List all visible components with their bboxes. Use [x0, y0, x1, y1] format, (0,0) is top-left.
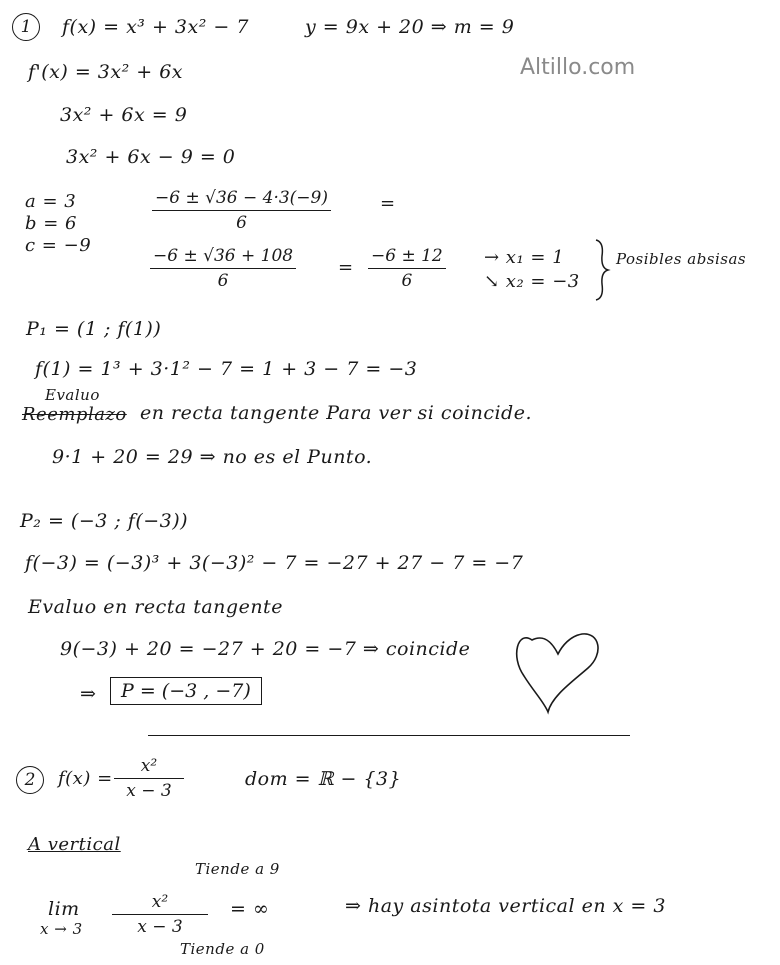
vertical-asymptote-heading: A vertical: [28, 834, 121, 855]
evaluo-tangent: Evaluo en recta tangente: [28, 596, 283, 618]
heart-doodle-icon: [512, 626, 612, 716]
root-x1: → x₁ = 1: [484, 247, 565, 268]
derivative: f'(x) = 3x² + 6x: [28, 61, 184, 83]
equals-sign: =: [380, 193, 396, 214]
frac1-numerator: −6 ± √36 − 4·3(−9): [152, 188, 331, 211]
limit-result: = ∞: [230, 898, 270, 920]
coef-b: b = 6: [25, 213, 77, 234]
frac3-numerator: −6 ± 12: [368, 246, 446, 269]
asymptote-conclusion: ⇒ hay asintota vertical en x = 3: [345, 895, 666, 917]
exercise-1-number: 1: [12, 13, 40, 41]
exercise-2-number: 2: [16, 766, 44, 794]
section-divider: [148, 735, 630, 736]
limit-subscript: x → 3: [40, 920, 83, 938]
function-2-denominator: x − 3: [126, 781, 172, 801]
check-point-2: 9(−3) + 20 = −27 + 20 = −7 ⇒ coincide: [60, 638, 471, 660]
crossed-out-word: Reemplazo: [22, 404, 127, 425]
root-x2: ↘ x₂ = −3: [484, 271, 580, 292]
equals-sign-2: =: [338, 257, 354, 278]
tangent-check-text: en recta tangente Para ver si coincide.: [140, 402, 532, 424]
limit-numerator: x²: [112, 892, 208, 915]
frac2-numerator: −6 ± √36 + 108: [150, 246, 296, 269]
limit-fraction: [112, 892, 208, 937]
result-box: P = (−3 , −7): [110, 677, 262, 705]
evaluo-correction: Evaluo: [45, 386, 100, 404]
limit-denominator: x − 3: [137, 917, 183, 937]
coef-c: c = −9: [25, 235, 92, 256]
tends-to-0-note: Tiende a 0: [180, 940, 265, 958]
quadratic-formula-1: [152, 188, 331, 233]
function-2-label: f(x) =: [58, 768, 113, 789]
tangent-line: y = 9x + 20 ⇒ m = 9: [305, 16, 515, 38]
point-1: P₁ = (1 ; f(1)): [26, 318, 162, 340]
equation-1: 3x² + 6x = 9: [60, 104, 188, 126]
brace-icon: [594, 238, 610, 302]
quadratic-formula-2: [150, 246, 296, 291]
tends-to-9-note: Tiende a 9: [195, 860, 280, 878]
f-of-1: f(1) = 1³ + 3·1² − 7 = 1 + 3 − 7 = −3: [35, 358, 418, 380]
watermark: Altillo.com: [520, 55, 636, 80]
function-definition: f(x) = x³ + 3x² − 7: [62, 16, 249, 38]
f-of-minus-3: f(−3) = (−3)³ + 3(−3)² − 7 = −27 + 27 − 7 = −7: [25, 552, 524, 574]
limit-label: lim: [48, 898, 80, 920]
function-2-fraction: [114, 756, 184, 801]
function-2-numerator: x²: [114, 756, 184, 779]
frac1-denominator: 6: [236, 213, 247, 233]
result-arrow: ⇒: [80, 683, 97, 705]
frac3-denominator: 6: [401, 271, 413, 291]
possible-abscissas-label: Posibles absisas: [616, 250, 747, 268]
frac2-denominator: 6: [217, 271, 229, 291]
coef-a: a = 3: [25, 191, 77, 212]
equation-2: 3x² + 6x − 9 = 0: [66, 146, 236, 168]
domain: dom = ℝ − {3}: [245, 768, 402, 790]
point-2: P₂ = (−3 ; f(−3)): [20, 510, 189, 532]
quadratic-formula-3: [368, 246, 446, 291]
check-point-1: 9·1 + 20 = 29 ⇒ no es el Punto.: [52, 446, 373, 468]
